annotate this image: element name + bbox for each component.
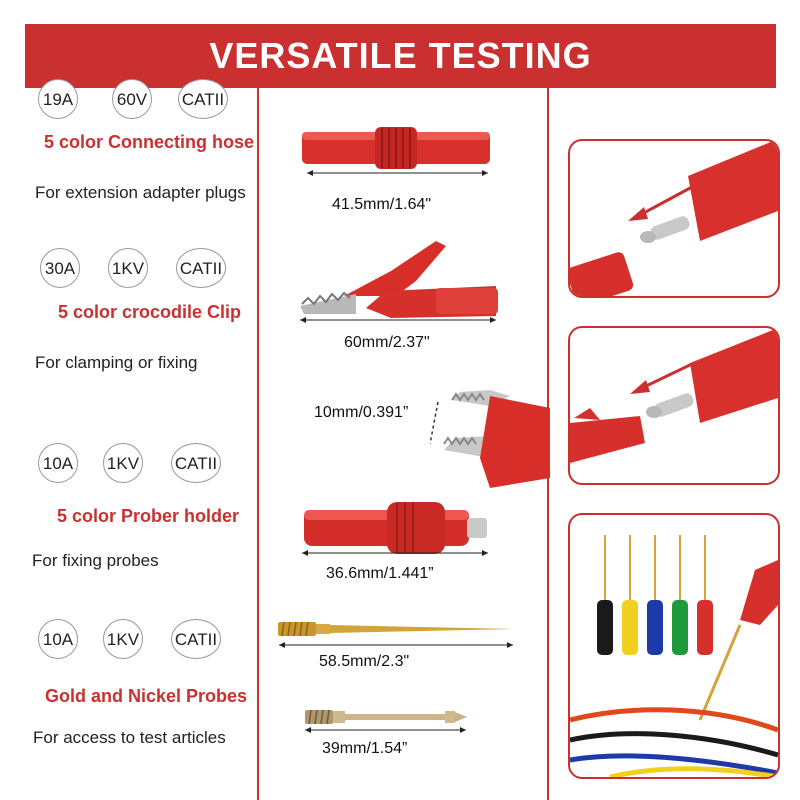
- arrow-icon: [640, 187, 692, 215]
- rating-badge-current: 19A: [38, 79, 78, 119]
- gold-probe-dimension-label: 58.5mm/2.3": [319, 653, 410, 670]
- rating-badge-voltage: 1KV: [108, 248, 148, 288]
- rating-badge-current: 10A: [38, 619, 78, 659]
- feature-title: 5 color Connecting hose: [44, 132, 255, 152]
- probe-holder-set: [597, 535, 713, 655]
- feature-description: For access to test articles: [33, 728, 226, 747]
- nickel-probe-dimension-label: 39mm/1.54”: [322, 740, 408, 757]
- jaw-opening-image: [430, 388, 550, 493]
- jaw-dimension-label: 10mm/0.391”: [314, 404, 409, 421]
- usage-photo-clip: [568, 326, 780, 485]
- arrow-icon: [628, 207, 648, 221]
- header-banner: [25, 24, 776, 88]
- rating-badge-category: CATII: [171, 443, 221, 483]
- arrow-icon: [642, 364, 692, 388]
- usage-photo-probes: [568, 513, 780, 779]
- gold-probe-measure-line: [277, 639, 515, 651]
- holder-dimension-label: 36.6mm/1.441”: [326, 565, 434, 582]
- hose-measure-line: [305, 167, 490, 179]
- clip-dimension-label: 60mm/2.37": [344, 334, 430, 351]
- rating-badge-voltage: 60V: [112, 79, 152, 119]
- arrow-icon: [630, 380, 650, 394]
- usage-photo-hose: [568, 139, 780, 298]
- feature-title: 5 color crocodile Clip: [58, 302, 242, 322]
- rating-badge-category: CATII: [178, 79, 228, 119]
- frame-left-line: [257, 88, 259, 800]
- connecting-hose-image: [300, 122, 495, 172]
- gold-probe-image: [276, 619, 516, 639]
- rating-badge-current: 30A: [40, 248, 80, 288]
- clip-measure-line: [298, 314, 498, 326]
- feature-description: For extension adapter plugs: [35, 183, 246, 202]
- rating-badge-voltage: 1KV: [103, 443, 143, 483]
- feature-description: For clamping or fixing: [35, 353, 198, 372]
- nickel-probe-measure-line: [303, 724, 468, 736]
- holder-measure-line: [300, 547, 490, 559]
- rating-badge-voltage: 1KV: [103, 619, 143, 659]
- rating-badge-current: 10A: [38, 443, 78, 483]
- page-title: VERSATILE TESTING: [209, 35, 592, 76]
- feature-title: Gold and Nickel Probes: [45, 686, 248, 706]
- hose-dimension-label: 41.5mm/1.64": [332, 196, 432, 213]
- rating-badge-category: CATII: [176, 248, 226, 288]
- crocodile-clip-image: [296, 236, 501, 326]
- rating-badge-category: CATII: [171, 619, 221, 659]
- feature-title: 5 color Prober holder: [57, 506, 240, 526]
- feature-description: For fixing probes: [32, 551, 159, 570]
